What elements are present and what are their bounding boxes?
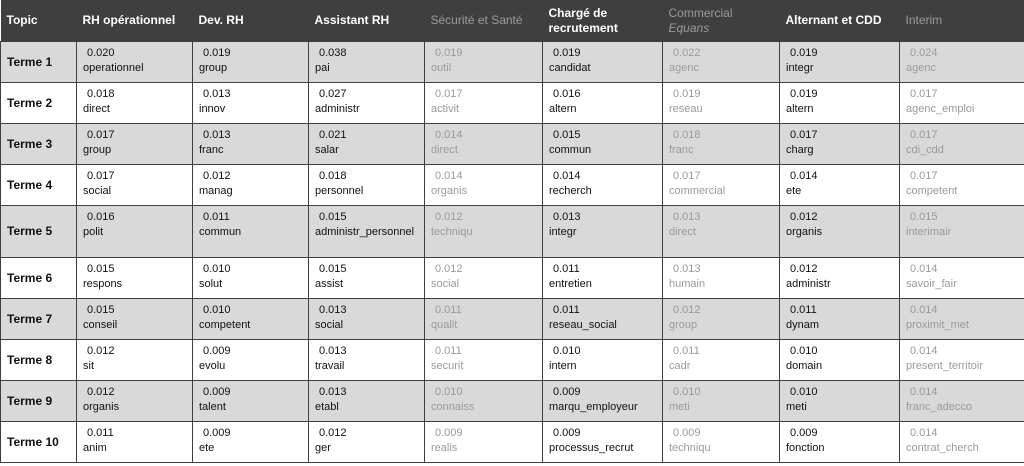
cell-term: ger	[315, 442, 331, 454]
cell-weight: 0.011	[87, 427, 114, 439]
cell-term: recherch	[549, 185, 592, 197]
table-row	[1, 258, 1024, 299]
cell-term: reseau_social	[549, 319, 617, 331]
cell-term: sit	[83, 360, 94, 372]
cell-term: candidat	[549, 62, 591, 74]
table-cell	[425, 42, 543, 83]
table-row	[1, 165, 1024, 206]
table-cell	[780, 83, 900, 124]
cell-weight: 0.012	[87, 345, 115, 357]
cell-term: social	[431, 278, 460, 290]
table-cell	[309, 165, 425, 206]
cell-weight: 0.019	[203, 47, 231, 59]
table-cell	[543, 340, 663, 381]
table-cell	[543, 124, 663, 165]
cell-weight: 0.019	[790, 47, 818, 59]
cell-weight: 0.016	[553, 88, 581, 100]
cell-term: direct	[669, 226, 696, 238]
table-cell	[77, 83, 193, 124]
cell-term: commercial	[669, 185, 726, 197]
cell-weight: 0.027	[319, 88, 347, 100]
cell-term: etabl	[315, 401, 339, 413]
row-label: Terme 6	[1, 258, 77, 299]
cell-term: solut	[199, 278, 223, 290]
table-cell	[193, 83, 309, 124]
cell-weight: 0.017	[435, 88, 463, 100]
column-header-label: Topic	[6, 13, 38, 27]
cell-term: pai	[315, 62, 330, 74]
cell-weight: 0.017	[87, 170, 115, 182]
cell-term: manag	[199, 185, 233, 197]
cell-term: commun	[199, 226, 242, 238]
cell-weight: 0.017	[790, 129, 818, 141]
cell-term: franc	[669, 144, 694, 156]
cell-term: charg	[786, 144, 814, 156]
cell-weight: 0.019	[553, 47, 581, 59]
table-cell	[780, 206, 900, 258]
cell-term: fonction	[786, 442, 825, 454]
table-cell	[663, 422, 780, 463]
table-cell	[780, 42, 900, 83]
cell-term: techniqu	[669, 442, 711, 454]
table-cell	[309, 299, 425, 340]
cell-weight: 0.016	[87, 211, 115, 223]
cell-weight: 0.014	[910, 304, 938, 316]
column-header-sublabel: Equans	[668, 20, 710, 35]
table-cell	[780, 422, 900, 463]
cell-weight: 0.012	[790, 263, 818, 275]
cell-weight: 0.014	[435, 129, 463, 141]
table-cell	[193, 165, 309, 206]
table-row	[1, 381, 1024, 422]
cell-weight: 0.017	[673, 170, 701, 182]
table-cell	[309, 258, 425, 299]
column-header-label: Sécurité et Santé	[430, 13, 523, 27]
column-header-label: Interim	[905, 13, 943, 27]
cell-term: commun	[549, 144, 592, 156]
row-label: Terme 4	[1, 165, 77, 206]
table-cell	[780, 299, 900, 340]
cell-weight: 0.009	[553, 427, 581, 439]
table-cell	[663, 206, 780, 258]
row-label: Terme 7	[1, 299, 77, 340]
cell-term: entretien	[549, 278, 592, 290]
column-header	[543, 0, 663, 42]
cell-term: cadr	[669, 360, 691, 372]
cell-weight: 0.009	[203, 386, 231, 398]
cell-weight: 0.021	[319, 129, 347, 141]
cell-weight: 0.012	[790, 211, 818, 223]
cell-term: activit	[431, 103, 460, 115]
table-cell	[77, 206, 193, 258]
cell-weight: 0.011	[790, 304, 817, 316]
cell-weight: 0.015	[910, 211, 938, 223]
cell-weight: 0.011	[553, 304, 580, 316]
table-cell	[543, 42, 663, 83]
table-cell	[77, 381, 193, 422]
cell-weight: 0.018	[673, 129, 701, 141]
cell-term: social	[83, 185, 112, 197]
cell-term: marqu_employeur	[549, 401, 638, 413]
table-cell	[900, 83, 1024, 124]
table-cell	[900, 42, 1024, 83]
cell-weight: 0.012	[673, 304, 701, 316]
cell-weight: 0.015	[553, 129, 581, 141]
cell-term: assist	[315, 278, 344, 290]
cell-weight: 0.010	[435, 386, 463, 398]
table-cell	[780, 124, 900, 165]
cell-term: interimair	[906, 226, 952, 238]
column-header-label: Commercial	[668, 5, 733, 20]
table-cell	[77, 42, 193, 83]
cell-weight: 0.013	[553, 211, 581, 223]
table-cell	[193, 42, 309, 83]
column-header	[425, 0, 543, 42]
row-label: Terme 5	[1, 206, 77, 258]
table-cell	[77, 165, 193, 206]
cell-weight: 0.010	[790, 345, 818, 357]
table-cell	[77, 299, 193, 340]
table-cell	[543, 165, 663, 206]
column-header	[77, 0, 193, 42]
table-cell	[309, 42, 425, 83]
cell-weight: 0.024	[910, 47, 938, 59]
table-cell	[900, 258, 1024, 299]
cell-weight: 0.013	[673, 263, 701, 275]
table-cell	[193, 299, 309, 340]
cell-term: connaiss	[431, 401, 475, 413]
cell-weight: 0.013	[203, 129, 231, 141]
cell-weight: 0.011	[203, 211, 230, 223]
column-header	[663, 0, 780, 42]
cell-weight: 0.013	[673, 211, 701, 223]
table-cell	[309, 381, 425, 422]
table-cell	[900, 165, 1024, 206]
cell-weight: 0.013	[319, 386, 347, 398]
cell-term: reseau	[669, 103, 703, 115]
cell-weight: 0.012	[435, 263, 463, 275]
cell-weight: 0.020	[87, 47, 115, 59]
cell-weight: 0.015	[319, 263, 347, 275]
cell-weight: 0.018	[87, 88, 115, 100]
cell-term: competent	[906, 185, 958, 197]
cell-term: group	[83, 144, 112, 156]
cell-weight: 0.009	[203, 427, 231, 439]
cell-term: techniqu	[431, 226, 473, 238]
table-cell	[425, 124, 543, 165]
cell-weight: 0.019	[435, 47, 463, 59]
cell-weight: 0.015	[87, 304, 115, 316]
table-cell	[77, 422, 193, 463]
cell-weight: 0.010	[553, 345, 581, 357]
table-row	[1, 340, 1024, 381]
column-header	[1, 0, 77, 42]
cell-weight: 0.012	[319, 427, 347, 439]
cell-weight: 0.014	[553, 170, 581, 182]
table-cell	[780, 340, 900, 381]
table-cell	[663, 258, 780, 299]
table-cell	[663, 83, 780, 124]
column-header	[309, 0, 425, 42]
cell-weight: 0.013	[203, 88, 231, 100]
table-cell	[309, 340, 425, 381]
table-cell	[425, 165, 543, 206]
cell-term: qualit	[431, 319, 458, 331]
cell-term: present_territoir	[906, 360, 984, 372]
cell-weight: 0.014	[910, 345, 938, 357]
table-cell	[309, 83, 425, 124]
table-row	[1, 299, 1024, 340]
cell-term: dynam	[786, 319, 820, 331]
table-cell	[193, 381, 309, 422]
cell-term: franc_adecco	[906, 401, 973, 413]
cell-term: talent	[199, 401, 226, 413]
cell-weight: 0.018	[319, 170, 347, 182]
cell-term: contrat_cherch	[906, 442, 979, 454]
cell-weight: 0.010	[203, 263, 231, 275]
cell-term: agenc_emploi	[906, 103, 975, 115]
table-cell	[663, 299, 780, 340]
cell-weight: 0.014	[910, 427, 938, 439]
cell-term: franc	[199, 144, 224, 156]
cell-weight: 0.011	[435, 304, 462, 316]
table-cell	[193, 206, 309, 258]
cell-term: proximit_met	[906, 319, 969, 331]
cell-term: administr	[786, 278, 831, 290]
cell-weight: 0.009	[203, 345, 231, 357]
table-cell	[663, 42, 780, 83]
cell-term: anim	[83, 442, 107, 454]
cell-weight: 0.014	[910, 263, 938, 275]
cell-weight: 0.017	[910, 88, 938, 100]
cell-term: group	[199, 62, 228, 74]
table-cell	[663, 340, 780, 381]
cell-weight: 0.022	[673, 47, 701, 59]
cell-term: evolu	[199, 360, 226, 372]
table-cell	[543, 381, 663, 422]
cell-term: administr_personnel	[315, 226, 415, 238]
row-label: Terme 10	[1, 422, 77, 463]
cell-term: salar	[315, 144, 339, 156]
table-cell	[780, 258, 900, 299]
cell-term: cdi_cdd	[906, 144, 944, 156]
cell-term: agenc	[669, 62, 699, 74]
cell-weight: 0.009	[435, 427, 463, 439]
cell-weight: 0.012	[435, 211, 463, 223]
table-cell	[543, 83, 663, 124]
cell-weight: 0.009	[553, 386, 581, 398]
cell-term: agenc	[906, 62, 936, 74]
table-cell	[663, 381, 780, 422]
cell-term: operationnel	[83, 62, 144, 74]
table-cell	[309, 422, 425, 463]
cell-term: altern	[786, 103, 814, 115]
cell-term: competent	[199, 319, 251, 331]
table-cell	[425, 299, 543, 340]
cell-term: direct	[431, 144, 458, 156]
cell-term: innov	[199, 103, 226, 115]
table-row	[1, 42, 1024, 83]
cell-weight: 0.010	[790, 386, 818, 398]
table-cell	[425, 258, 543, 299]
cell-weight: 0.013	[319, 304, 347, 316]
cell-term: securit	[431, 360, 464, 372]
table-row	[1, 422, 1024, 463]
table-cell	[543, 258, 663, 299]
table-cell	[425, 83, 543, 124]
row-label: Terme 2	[1, 83, 77, 124]
table-cell	[900, 381, 1024, 422]
cell-term: social	[315, 319, 344, 331]
table-cell	[780, 165, 900, 206]
cell-weight: 0.019	[673, 88, 701, 100]
table-cell	[193, 340, 309, 381]
column-header-label: RH opérationnel	[82, 13, 176, 27]
table-cell	[193, 258, 309, 299]
cell-weight: 0.017	[87, 129, 115, 141]
cell-term: ete	[786, 185, 802, 197]
cell-term: polit	[83, 226, 104, 238]
cell-weight: 0.015	[319, 211, 347, 223]
cell-term: integr	[786, 62, 814, 74]
cell-weight: 0.011	[553, 263, 580, 275]
table-cell	[900, 340, 1024, 381]
cell-term: administr	[315, 103, 360, 115]
row-label: Terme 1	[1, 42, 77, 83]
table-cell	[193, 124, 309, 165]
table-cell	[543, 206, 663, 258]
cell-weight: 0.010	[203, 304, 231, 316]
cell-weight: 0.012	[203, 170, 231, 182]
table-cell	[543, 299, 663, 340]
cell-weight: 0.014	[910, 386, 938, 398]
table-cell	[425, 381, 543, 422]
cell-weight: 0.038	[319, 47, 347, 59]
cell-term: respons	[83, 278, 123, 290]
cell-term: humain	[669, 278, 706, 290]
cell-weight: 0.017	[910, 129, 938, 141]
cell-weight: 0.019	[790, 88, 818, 100]
cell-term: group	[669, 319, 698, 331]
column-header	[193, 0, 309, 42]
table-cell	[900, 299, 1024, 340]
column-header-label: Chargé de recrutement	[548, 5, 618, 35]
table-cell	[77, 258, 193, 299]
cell-weight: 0.012	[87, 386, 115, 398]
table-cell	[663, 124, 780, 165]
table-cell	[77, 340, 193, 381]
table-row	[1, 206, 1024, 258]
cell-term: travail	[315, 360, 345, 372]
row-label: Terme 9	[1, 381, 77, 422]
cell-term: organis	[786, 226, 823, 238]
column-header	[900, 0, 1024, 42]
cell-weight: 0.009	[790, 427, 818, 439]
cell-term: altern	[549, 103, 577, 115]
cell-weight: 0.010	[673, 386, 701, 398]
cell-term: organis	[83, 401, 120, 413]
table-cell	[543, 422, 663, 463]
cell-term: realis	[431, 442, 458, 454]
cell-term: intern	[549, 360, 577, 372]
cell-term: direct	[83, 103, 110, 115]
cell-weight: 0.011	[435, 345, 462, 357]
cell-term: personnel	[315, 185, 364, 197]
cell-weight: 0.017	[910, 170, 938, 182]
table-cell	[663, 165, 780, 206]
column-header-label: Alternant et CDD	[785, 13, 882, 27]
cell-term: conseil	[83, 319, 118, 331]
table-cell	[193, 422, 309, 463]
table-cell	[309, 124, 425, 165]
table-cell	[780, 381, 900, 422]
table-body	[1, 42, 1024, 463]
table-cell	[77, 124, 193, 165]
cell-weight: 0.013	[319, 345, 347, 357]
column-header-label: Assistant RH	[314, 13, 390, 27]
cell-term: organis	[431, 185, 468, 197]
header-row	[1, 0, 1024, 42]
table-row	[1, 83, 1024, 124]
cell-term: integr	[549, 226, 577, 238]
table-row	[1, 124, 1024, 165]
cell-term: outil	[431, 62, 452, 74]
table-cell	[425, 206, 543, 258]
table-cell	[309, 206, 425, 258]
table-cell	[900, 124, 1024, 165]
row-label: Terme 3	[1, 124, 77, 165]
table-cell	[900, 422, 1024, 463]
cell-term: meti	[786, 401, 807, 413]
cell-weight: 0.015	[87, 263, 115, 275]
table-cell	[900, 206, 1024, 258]
cell-term: savoir_fair	[906, 278, 957, 290]
cell-weight: 0.014	[790, 170, 818, 182]
row-label: Terme 8	[1, 340, 77, 381]
column-header	[780, 0, 900, 42]
table-cell	[425, 422, 543, 463]
cell-term: meti	[669, 401, 690, 413]
table-cell	[425, 340, 543, 381]
cell-term: domain	[786, 360, 823, 372]
column-header-label: Dev. RH	[198, 13, 244, 27]
cell-weight: 0.009	[673, 427, 701, 439]
cell-weight: 0.011	[673, 345, 700, 357]
cell-term: processus_recrut	[549, 442, 634, 454]
cell-term: ete	[199, 442, 215, 454]
cell-weight: 0.014	[435, 170, 463, 182]
